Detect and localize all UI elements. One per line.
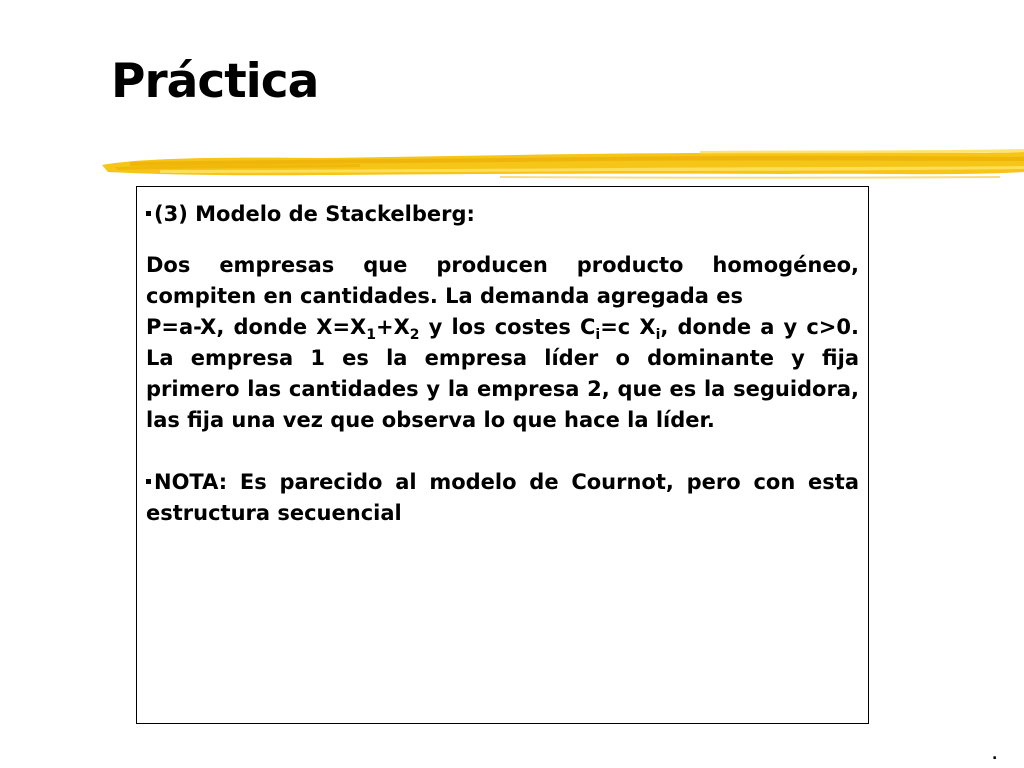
formula-text: =c X xyxy=(600,315,656,339)
problem-statement xyxy=(146,250,859,436)
page-marker: . xyxy=(992,747,998,763)
note-text: NOTA: Es parecido al modelo de Cournot, pero con esta estructura secuencial xyxy=(146,470,859,525)
note-paragraph xyxy=(146,467,859,529)
formula-text: P=a-X, donde X=X xyxy=(146,315,367,339)
formula-subscript: 2 xyxy=(409,327,420,343)
section-heading xyxy=(146,199,859,230)
formula-text: y los costes C xyxy=(419,315,596,339)
formula-subscript: i xyxy=(655,327,661,343)
formula-subscript: 1 xyxy=(366,327,376,343)
yellow-brush-stroke-decoration xyxy=(0,140,1024,190)
formula-text: +X xyxy=(375,315,410,339)
content-box xyxy=(136,186,869,724)
formula-text: , donde a y c>0. La empresa 1 es la empresa líder o dominante y fija primero las cantidades y la empresa 2, que es la seguidora, las fija una vez que observa lo que hace la líder. xyxy=(146,315,859,432)
formula-subscript: i xyxy=(595,327,601,343)
square-bullet-icon xyxy=(146,211,151,216)
intro-text: Dos empresas que producen producto homogéneo, compiten en cantidades. La demanda agregada es xyxy=(146,253,859,308)
slide-title: Práctica xyxy=(111,54,319,109)
square-bullet-icon xyxy=(146,479,151,484)
section-heading-text: (3) Modelo de Stackelberg: xyxy=(154,202,475,226)
